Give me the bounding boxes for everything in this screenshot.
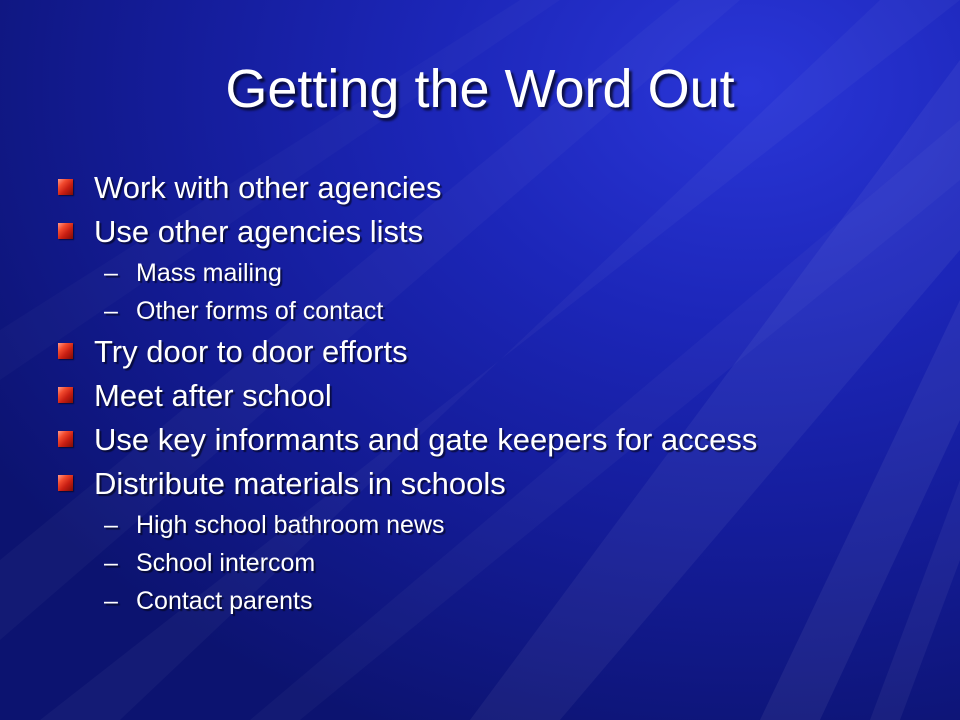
square-bullet-icon <box>58 343 73 359</box>
sub-bullet-text: High school bathroom news <box>136 511 445 539</box>
square-bullet-icon <box>58 223 73 239</box>
square-bullet-icon <box>58 179 73 195</box>
sub-bullet-item <box>58 506 938 544</box>
bullet-item <box>58 374 938 418</box>
square-bullet-icon <box>58 387 73 403</box>
sub-bullet-item <box>58 254 938 292</box>
bullet-item <box>58 330 938 374</box>
bullet-list <box>58 166 938 620</box>
dash-marker: – <box>104 549 118 577</box>
dash-marker: – <box>104 511 118 539</box>
bullet-text: Try door to door efforts <box>94 334 408 369</box>
bullet-item <box>58 166 938 210</box>
bullet-text: Distribute materials in schools <box>94 466 506 501</box>
bullet-text: Meet after school <box>94 378 332 413</box>
sub-bullet-text: Other forms of contact <box>136 297 384 325</box>
dash-marker: – <box>104 587 118 615</box>
slide-title: Getting the Word Out <box>225 59 735 119</box>
sub-bullet-item <box>58 582 938 620</box>
bullet-item <box>58 210 938 254</box>
bullet-item <box>58 418 938 462</box>
sub-bullet-text: Contact parents <box>136 587 313 615</box>
square-bullet-icon <box>58 431 73 447</box>
sub-bullet-item <box>58 292 938 330</box>
bullet-item <box>58 462 938 506</box>
sub-bullet-text: Mass mailing <box>136 259 282 287</box>
bullet-text: Use other agencies lists <box>94 214 424 249</box>
dash-marker: – <box>104 297 118 325</box>
square-bullet-icon <box>58 475 73 491</box>
sub-bullet-text: School intercom <box>136 549 316 577</box>
sub-bullet-item <box>58 544 938 582</box>
bullet-text: Use key informants and gate keepers for access <box>94 422 758 457</box>
bullet-text: Work with other agencies <box>94 170 442 205</box>
dash-marker: – <box>104 259 118 287</box>
